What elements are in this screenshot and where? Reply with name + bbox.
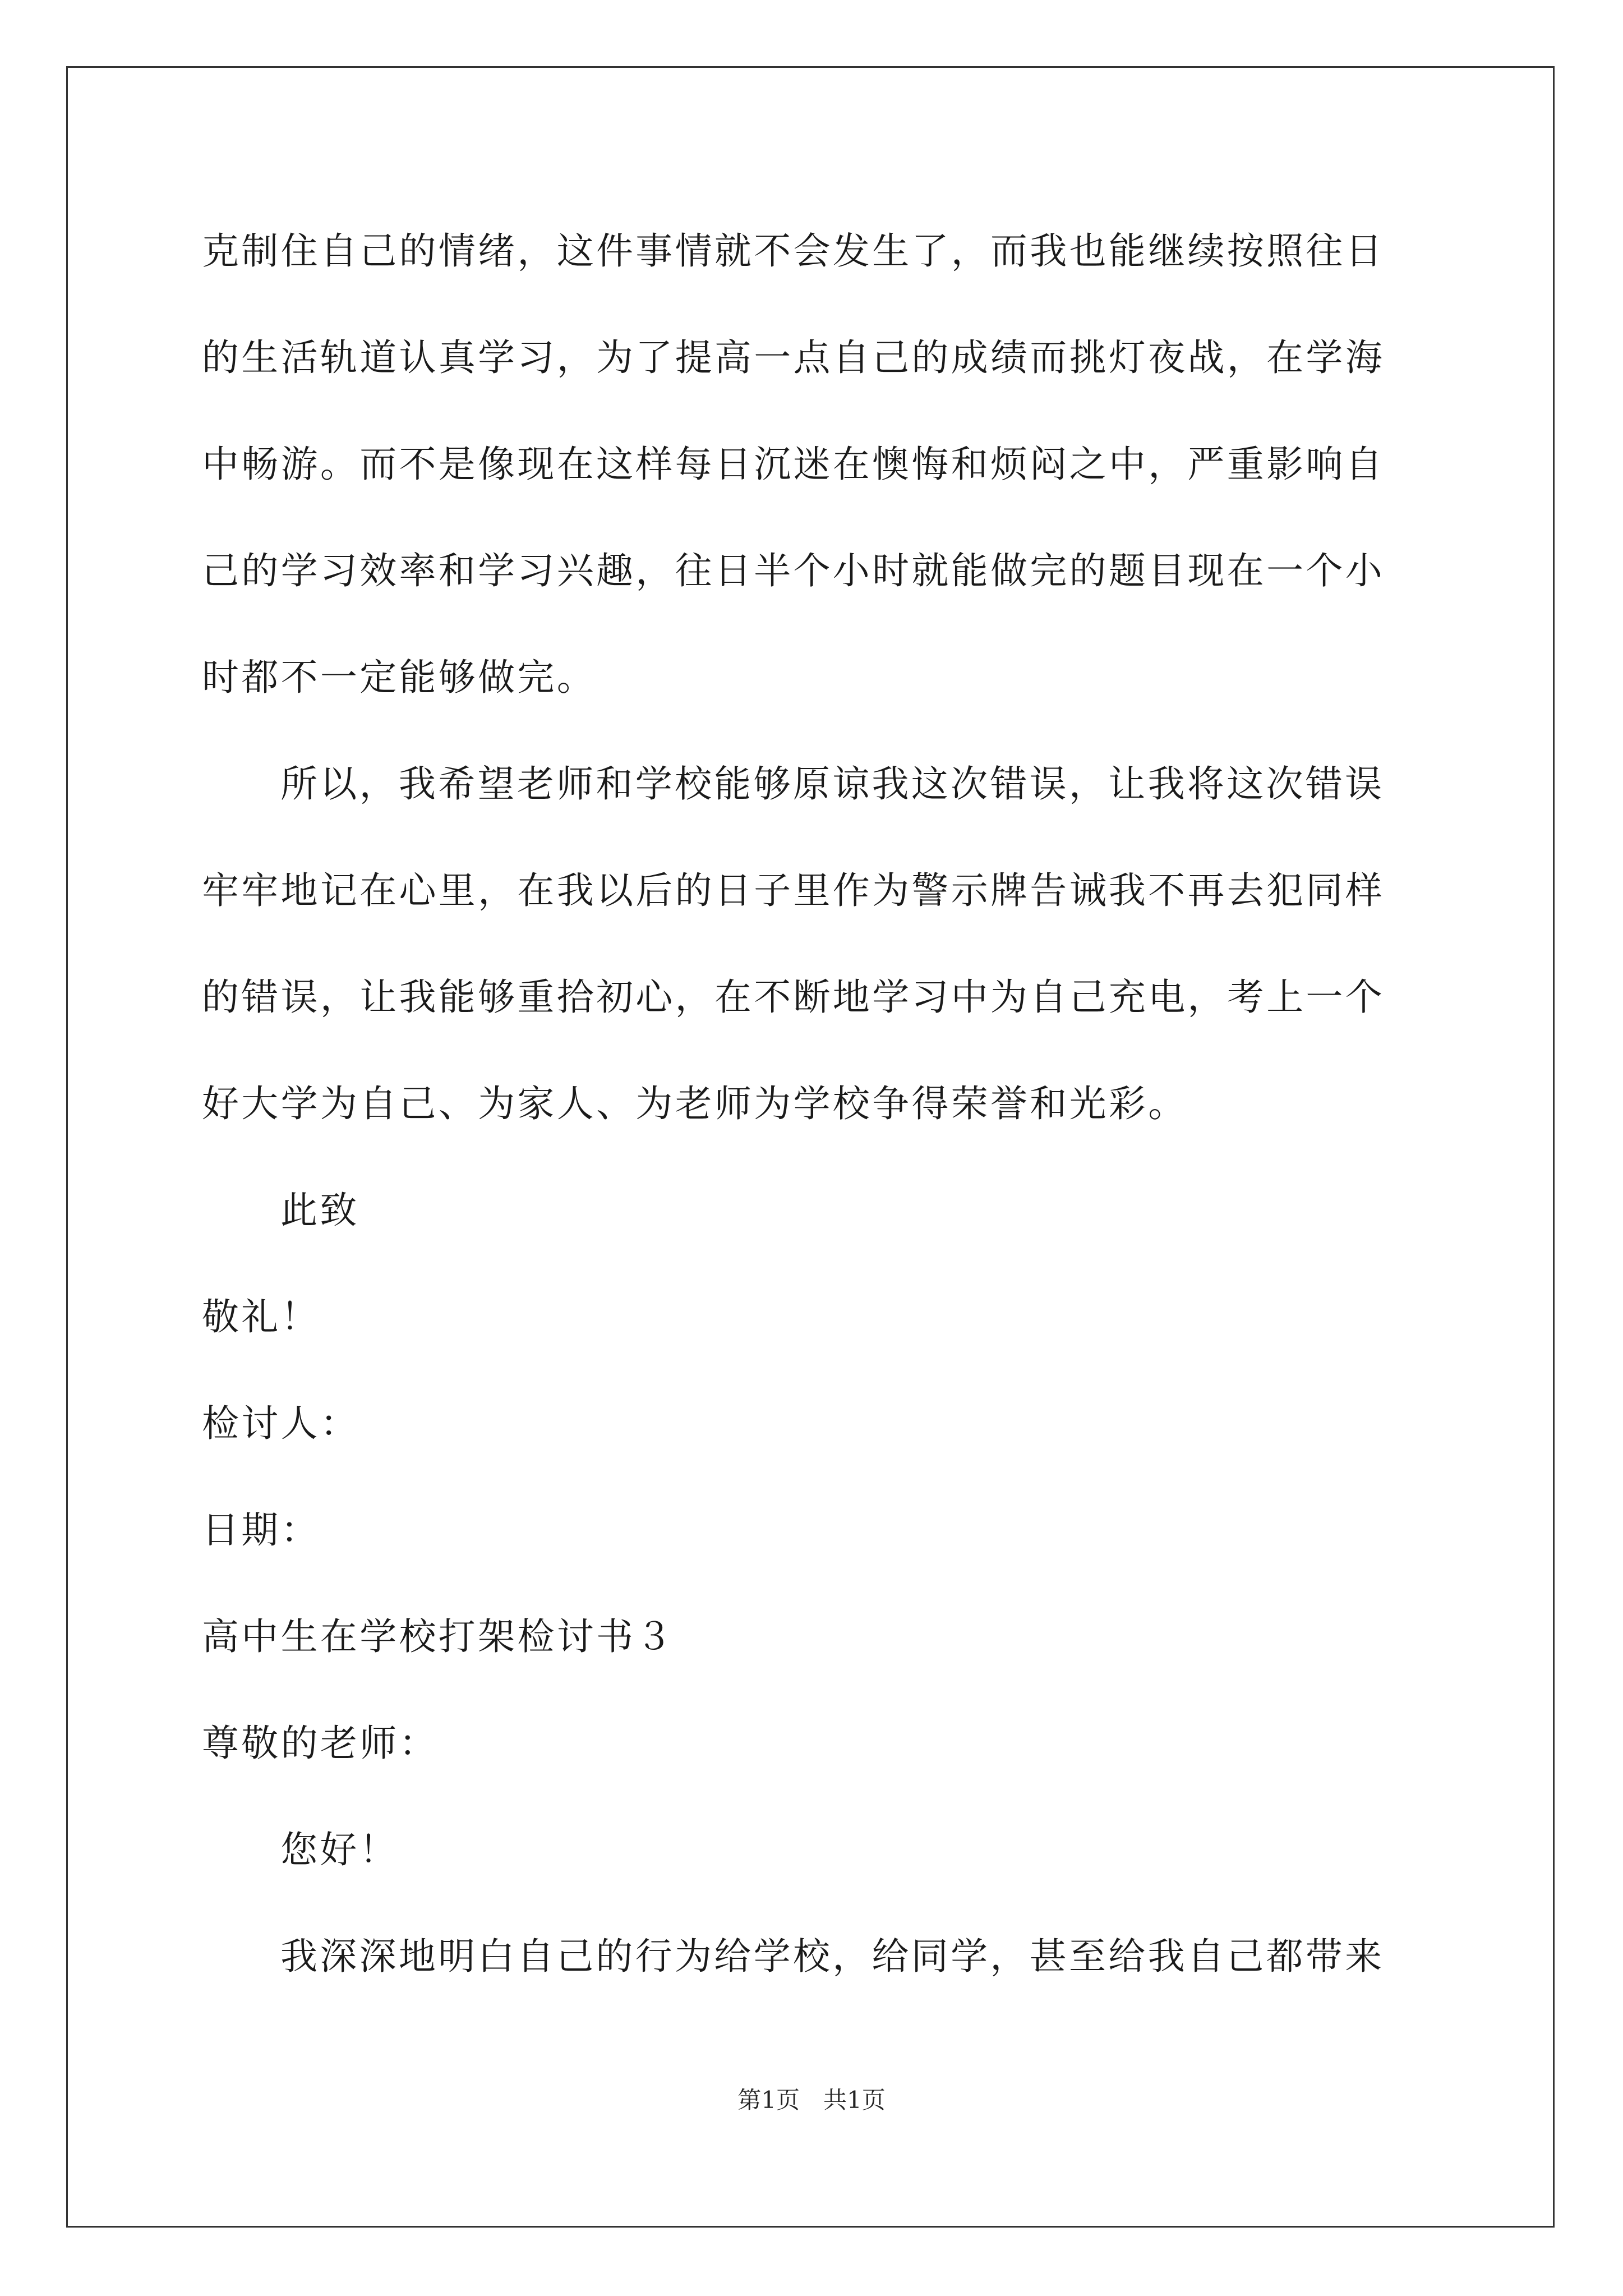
closing-salutation: 此致 [280, 1189, 359, 1232]
paragraph-line: 所以，我希望老师和学校能够原谅我这次错误，让我将这次错误 [280, 762, 1385, 806]
page-number: 第1页 共1页 [737, 2086, 886, 2114]
page-border [66, 66, 1555, 2228]
paragraph-line: 我深深地明白自己的行为给学校，给同学，甚至给我自己都带来 [280, 1935, 1385, 1978]
greeting-line: 您好！ [280, 1828, 399, 1871]
paragraph-line: 的错误，让我能够重拾初心，在不断地学习中为自己充电，考上一个 [202, 976, 1385, 1019]
section-title: 高中生在学校打架检讨书３ [202, 1615, 675, 1658]
paragraph-line: 时都不一定能够做完。 [202, 656, 596, 699]
greeting: 尊敬的老师： [202, 1722, 439, 1765]
signature-label: 检讨人： [202, 1402, 360, 1445]
paragraph-line: 己的学习效率和学习兴趣，往日半个小时就能做完的题目现在一个小 [202, 549, 1385, 592]
paragraph-line: 中畅游。而不是像现在这样每日沉迷在懊悔和烦闷之中，严重影响自 [202, 443, 1385, 486]
paragraph-line: 克制住自己的情绪，这件事情就不会发生了，而我也能继续按照往日 [202, 229, 1385, 273]
closing-regards: 敬礼！ [202, 1295, 320, 1338]
date-label: 日期： [202, 1508, 320, 1552]
paragraph-line: 的生活轨道认真学习，为了提高一点自己的成绩而挑灯夜战，在学海 [202, 336, 1385, 379]
paragraph-line: 牢牢地记在心里，在我以后的日子里作为警示牌告诫我不再去犯同样 [202, 869, 1385, 912]
paragraph-line: 好大学为自己、为家人、为老师为学校争得荣誉和光彩。 [202, 1082, 1188, 1125]
